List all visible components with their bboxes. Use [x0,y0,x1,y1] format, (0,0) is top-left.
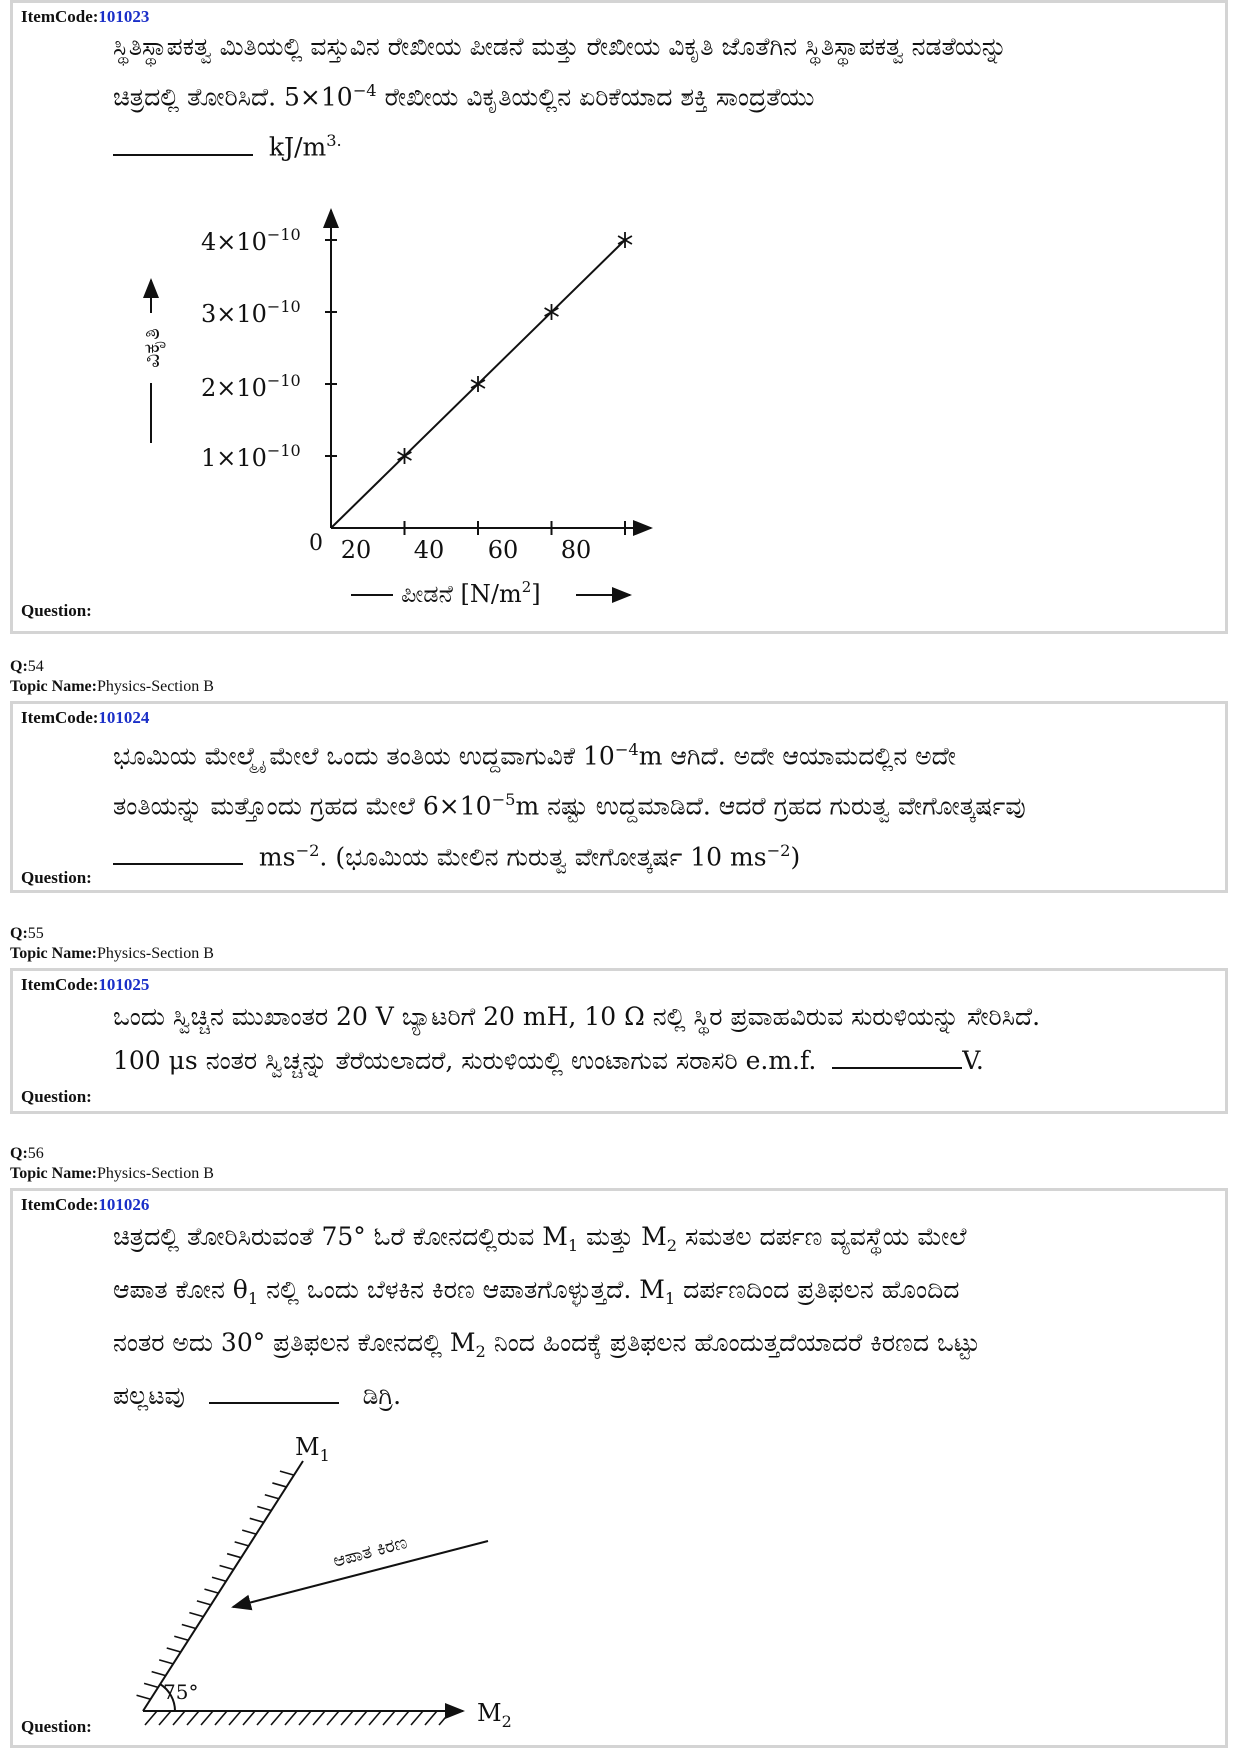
answer-blank [832,1041,962,1069]
x-tick-label: 40 [413,536,445,564]
x-axis-label: ಪೀಡನೆ $[N/m^2]$ [401,578,541,608]
incident-ray-label: ಆಪಾತ ಕಿರಣ [330,1531,410,1572]
question-line: 100 μs ನಂತರ ಸ್ವಿಚ್ಚನ್ನು ತೆರೆಯಲಾದರೆ, ಸುರುಳಿಯಲ್ಲಿ ಉಂಟಾಗುವ ಸರಾಸರಿ e.m.f. V. [113,1039,1223,1083]
question-text [113,995,1223,1083]
y-axis-label: ವಿಕೃತಿ [140,328,165,368]
question-label: Question: [21,1087,92,1106]
y-tick-label: $4\times 10^{-10}$ [201,225,301,256]
question-card-101025 [10,968,1228,1114]
question-label: Question: [21,1717,92,1736]
question-line: ಒಂದು ಸ್ವಿಚ್ಚಿನ ಮುಖಾಂತರ 20 V ಬ್ಯಾಟರಿಗೆ 20 mH, 10 Ω ನಲ್ಲಿ ಸ್ಥಿರ ಪ್ರವಾಹವಿರುವ ಸುರುಳಿಯನ್ನು ಸೇರಿಸಿದೆ. [113,1002,1041,1031]
item-code-row: ItemCode:101026 [21,1195,150,1214]
question-text [113,728,1223,879]
question-line: ಚಿತ್ರದಲ್ಲಿ ತೋರಿಸಿರುವಂತೆ 75° ಓರೆ ಕೋನದಲ್ಲಿರುವ $M_1$ ಮತ್ತು $M_2$ ಸಮತಲ ದರ್ಪಣ ವ್ಯವಸ್ಥೆಯ ಮೇಲೆ [113,1222,967,1255]
origin-label: 0 [309,531,323,556]
question-line: $kJ/m^{3.}$ [113,119,1223,169]
m2-label: $M_2$ [477,1699,512,1731]
question-label: Question: [21,601,92,620]
question-text [113,25,1223,170]
item-code-link[interactable]: 101025 [98,975,150,994]
m1-label: $M_1$ [295,1433,330,1465]
question-text [113,1215,1223,1418]
x-tick-label: 60 [487,536,519,564]
stress-strain-graph [103,198,683,618]
item-code-row: ItemCode:101025 [21,975,150,994]
question-label: Question: [21,868,92,887]
question-meta-56: Q:56 Topic Name:Physics-Section B [10,1145,214,1182]
question-line: ಭೂಮಿಯ ಮೇಲ್ಮೈ ಮೇಲೆ ಒಂದು ತಂತಿಯ ಉದ್ದವಾಗುವಿಕೆ $10^{-4}m$ ಆಗಿದೆ. ಅದೇ ಆಯಾಮದಲ್ಲಿನ ಅದೇ [113,740,956,771]
question-line: ನಂತರ ಅದು 30° ಪ್ರತಿಫಲನ ಕೋನದಲ್ಲಿ $M_2$ ನಿಂದ ಹಿಂದಕ್ಕೆ ಪ್ರತಿಫಲನ ಹೊಂದುತ್ತದೆಯಾದರೆ ಕಿರಣದ ಒಟ್ಟು [113,1328,980,1361]
question-line: ಪಲ್ಲಟವು ಡಿಗ್ರಿ. [113,1374,1223,1418]
question-card-101024 [10,701,1228,893]
question-meta-54: Q:54 Topic Name:Physics-Section B [10,658,214,695]
question-line: ಸ್ಥಿತಿಸ್ಥಾಪಕತ್ವ ಮಿತಿಯಲ್ಲಿ ವಸ್ತುವಿನ ರೇಖೀಯ ಪೀಡನೆ ಮತ್ತು ರೇಖೀಯ ವಿಕೃತಿ ಜೊತೆಗಿನ ಸ್ಥಿತಿಸ್ಥಾಪಕತ್ವ ನಡತೆಯನ್ನು [113,32,1007,61]
item-code-link[interactable]: 101024 [98,708,150,727]
answer-blank [209,1376,339,1404]
question-line: $ms^{-2}$. (ಭೂಮಿಯ ಮೇಲಿನ ಗುರುತ್ವ ವೇಗೋತ್ಕರ್ಷ 10 $ms^{-2}$) [113,829,1223,879]
item-code-row: ItemCode:101024 [21,708,150,727]
item-code-row: ItemCode:101023 [21,7,150,26]
question-card-101026 [10,1188,1228,1748]
mirror-m1-hatching [137,1471,294,1699]
y-tick-label: $2\times 10^{-10}$ [201,371,301,402]
item-code-link[interactable]: 101023 [98,7,150,26]
mirror-figure [113,1429,573,1739]
angle-label: 75° [163,1680,199,1704]
question-line: ತಂತಿಯನ್ನು ಮತ್ತೊಂದು ಗ್ರಹದ ಮೇಲೆ $6\times 10^{-5}m$ ನಷ್ಟು ಉದ್ದಮಾಡಿದೆ. ಆದರೆ ಗ್ರಹದ ಗುರುತ್ವ ವೇಗೋತ್ಕರ್ಷವು [113,790,1026,821]
answer-blank [113,837,243,865]
question-line: ಚಿತ್ರದಲ್ಲಿ ತೋರಿಸಿದೆ. $5\times 10^{-4}$ ರೇಖೀಯ ವಿಕೃತಿಯಲ್ಲಿನ ಏರಿಕೆಯಾದ ಶಕ್ತಿ ಸಾಂದ್ರತೆಯು [113,81,815,112]
y-tick-label: $3\times 10^{-10}$ [201,297,301,328]
mirror-m2-hatching [145,1711,451,1725]
question-line: ಆಪಾತ ಕೋನ $\theta_1$ ನಲ್ಲಿ ಒಂದು ಬೆಳಕಿನ ಕಿರಣ ಆಪಾತಗೊಳ್ಳುತ್ತದೆ. $M_1$ ದರ್ಪಣದಿಂದ ಪ್ರತಿಫಲನ ಹೊಂದಿದ [113,1275,960,1308]
question-card-101023 [10,0,1228,634]
question-meta-55: Q:55 Topic Name:Physics-Section B [10,925,214,962]
x-tick-label: 80 [560,536,592,564]
answer-blank [113,128,253,156]
y-tick-label: $1\times 10^{-10}$ [201,441,301,472]
x-tick-label: 20 [340,536,372,564]
item-code-link[interactable]: 101026 [98,1195,150,1214]
mirror-m1 [143,1461,303,1711]
